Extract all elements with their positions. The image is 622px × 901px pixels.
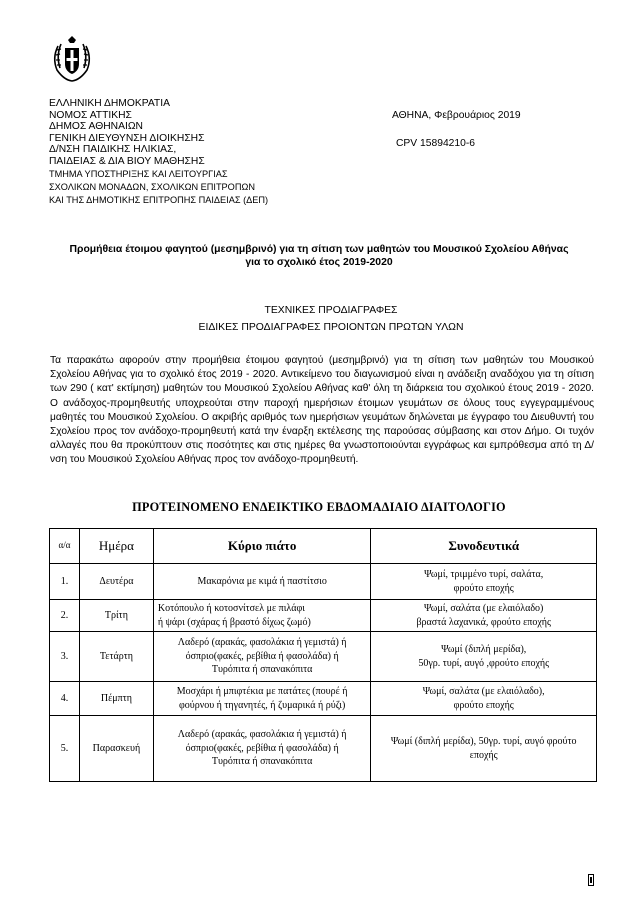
- row-main-dish: [153, 632, 371, 682]
- row-main-dish: [153, 682, 371, 716]
- row-main-dish: [153, 564, 371, 600]
- side-line: βραστά λαχανικά, φρούτο εποχής: [416, 616, 551, 628]
- row-main-dish: [153, 716, 371, 782]
- header-line: ΓΕΝΙΚΗ ΔΙΕΥΘΥΝΣΗ ΔΙΟΙΚΗΣΗΣ: [49, 132, 205, 144]
- row-num: 5.: [50, 716, 80, 782]
- header-line-small: ΚΑΙ ΤΗΣ ΔΗΜΟΤΙΚΗΣ ΕΠΙΤΡΟΠΗΣ ΠΑΙΔΕΙΑΣ (ΔΕΠ): [49, 194, 269, 205]
- intro-paragraph: Τα παρακάτω αφορούν στην προμήθεια έτοιμου φαγητού (μεσημβρινό) για τη σίτιση των μαθητών του Μουσικού Σχολείου Αθήνας για το σχολικό έτος 2019 - 2020. Αντικείμενο του διαγωνισμού είναι η ανάδειξη αναδόχου για τη σίτιση των 290 ( κατ' εκτίμηση) μαθητών του Μουσικού Σχολείου Αθήνας καθ' όλη τη διάρκεια του σχολικού έτους 2019 - 2020. Ο ανάδοχος-προμηθευτής υποχρεούται στην παροχή ημερήσιων έτοιμων γευμάτων σε όλους τους εγγεγραμμένους μαθητές του Μουσικού Σχολείου. Ο ακριβής αριθμός των ημερήσιων γευμάτων δηλώνεται με έγγραφο του Διευθυντή του Σχολείου προς τον ανάδοχο-προμηθευτή κατά την έναρξη εκτέλεσης της παρούσας σύμβασης και στον Δήμο. Οι τυχόν αλλαγές που θα προκύπτουν στις ποσότητες και στις ημέρες θα γνωστοποιούνται εγγράφως και εμπρόθεσμα από τη Δ/νση του Μουσικού Σχολείου Αθήνας προς τον ανάδοχο-προμηθευτή.: [50, 355, 594, 466]
- side-line: Ψωμί, σαλάτα (με ελαιόλαδο): [424, 603, 544, 615]
- row-day: Παρασκευή: [79, 716, 153, 782]
- spec-line-2: ΕΙΔΙΚΕΣ ΠΡΟΔΙΑΓΡΑΦΕΣ ΠΡΟΙΟΝΤΩΝ ΠΡΩΤΩΝ ΥΛΩΝ: [198, 322, 464, 333]
- row-num: 4.: [50, 682, 80, 716]
- dish-line: φούρνου ή τηγανητές, ή ζυμαρικά ή ρύζι): [179, 699, 346, 711]
- row-num: 1.: [50, 564, 80, 600]
- header-line: ΕΛΛΗΝΙΚΗ ΔΗΜΟΚΡΑΤΙΑ: [49, 98, 170, 109]
- dish-line: Κοτόπουλο ή κοτοσνίτσελ με πιλάφι: [157, 603, 305, 615]
- dish-line: Λαδερό (αρακάς, φασολάκια ή γεμιστά) ή: [177, 637, 347, 649]
- side-line: Ψωμί, τριμμένο τυρί, σαλάτα,: [424, 569, 544, 581]
- side-line: 50γρ. τυρί, αυγό ,φρούτο εποχής: [418, 657, 550, 669]
- header-line: ΔΗΜΟΣ ΑΘΗΝΑΙΩΝ: [49, 121, 143, 133]
- header-num: α/α: [50, 529, 80, 564]
- specifications-heading: [60, 302, 602, 336]
- table-row: [50, 682, 597, 716]
- weekly-menu-table: [49, 528, 597, 782]
- title-line-1: Προμήθεια έτοιμου φαγητού (μεσημβρινό) για τη σίτιση των μαθητών του Μουσικού Σχολείου Αθήνας: [69, 244, 569, 255]
- dish-line: Τυρόπιτα ή σπανακόπιτα: [211, 756, 313, 768]
- dish-line: ή ψάρι (σχάρας ή βραστό δίχως ζωμό): [157, 616, 311, 628]
- row-day: Πέμπτη: [79, 682, 153, 716]
- side-line: εποχής: [469, 749, 498, 761]
- coat-of-arms-icon: [48, 34, 96, 84]
- row-day: Τετάρτη: [79, 632, 153, 682]
- dish-line: Μακαρόνια με κιμά ή παστίτσιο: [197, 575, 327, 587]
- header-line-small: ΤΜΗΜΑ ΥΠΟΣΤΗΡΙΞΗΣ ΚΑΙ ΛΕΙΤΟΥΡΓΙΑΣ: [49, 168, 228, 179]
- header-day: Ημέρα: [79, 529, 153, 564]
- row-day: Δευτέρα: [79, 564, 153, 600]
- header-line: Δ/ΝΣΗ ΠΑΙΔΙΚΗΣ ΗΛΙΚΙΑΣ,: [49, 144, 177, 156]
- dish-line: Λαδερό (αρακάς, φασολάκια ή γεμιστά) ή: [177, 729, 347, 741]
- header-line-small: ΣΧΟΛΙΚΩΝ ΜΟΝΑΔΩΝ, ΣΧΟΛΙΚΩΝ ΕΠΙΤΡΟΠΩΝ: [49, 181, 255, 192]
- title-line-2: για το σχολικό έτος 2019-2020: [245, 257, 393, 268]
- document-title: [38, 243, 600, 269]
- table-header-row: [50, 529, 597, 564]
- table-row: [50, 564, 597, 600]
- side-line: φρούτο εποχής: [453, 582, 514, 594]
- menu-title: ΠΡΟΤΕΙΝΟΜΕΝΟ ΕΝΔΕΙΚΤΙΚΟ ΕΒΔΟΜΑΔΙΑΙΟ ΔΙΑΙΤΟΛΟΓΙΟ: [132, 500, 506, 514]
- row-sides: [371, 716, 597, 782]
- page-marker-icon: [588, 874, 594, 886]
- document-date: ΑΘΗΝΑ, Φεβρουάριος 2019: [392, 110, 521, 121]
- dish-line: Τυρόπιτα ή σπανακόπιτα: [211, 664, 313, 676]
- table-row: [50, 716, 597, 782]
- dish-line: Μοσχάρι ή μπιφτέκια με πατάτες (πουρέ ή: [176, 686, 348, 698]
- spec-line-1: ΤΕΧΝΙΚΕΣ ΠΡΟΔΙΑΓΡΑΦΕΣ: [264, 305, 398, 316]
- row-sides: [371, 682, 597, 716]
- row-day: Τρίτη: [79, 600, 153, 632]
- sender-address-block: [49, 98, 268, 207]
- side-line: φρούτο εποχής: [453, 699, 514, 711]
- row-sides: [371, 600, 597, 632]
- cpv-code: CPV 15894210-6: [396, 138, 476, 149]
- row-num: 3.: [50, 632, 80, 682]
- side-line: Ψωμί (διπλή μερίδα),: [441, 644, 527, 656]
- row-sides: [371, 632, 597, 682]
- row-sides: [371, 564, 597, 600]
- header-sides: Συνοδευτικά: [371, 529, 597, 564]
- side-line: Ψωμί, σαλάτα (με ελαιόλαδο),: [422, 686, 545, 698]
- table-row: [50, 600, 597, 632]
- dish-line: όσπριο(φακές, ρεβίθια ή φασολάδα) ή: [185, 742, 339, 754]
- dish-line: όσπριο(φακές, ρεβίθια ή φασολάδα) ή: [185, 650, 339, 662]
- side-line: Ψωμί (διπλή μερίδα), 50γρ. τυρί, αυγό φρούτο: [390, 736, 577, 748]
- header-line: ΝΟΜΟΣ ΑΤΤΙΚΗΣ: [49, 109, 132, 121]
- header-line: ΠΑΙΔΕΙΑΣ & ΔΙΑ ΒΙΟΥ ΜΑΘΗΣΗΣ: [49, 155, 205, 167]
- row-main-dish: [153, 600, 371, 632]
- header-main-dish: Κύριο πιάτο: [153, 529, 371, 564]
- table-row: [50, 632, 597, 682]
- row-num: 2.: [50, 600, 80, 632]
